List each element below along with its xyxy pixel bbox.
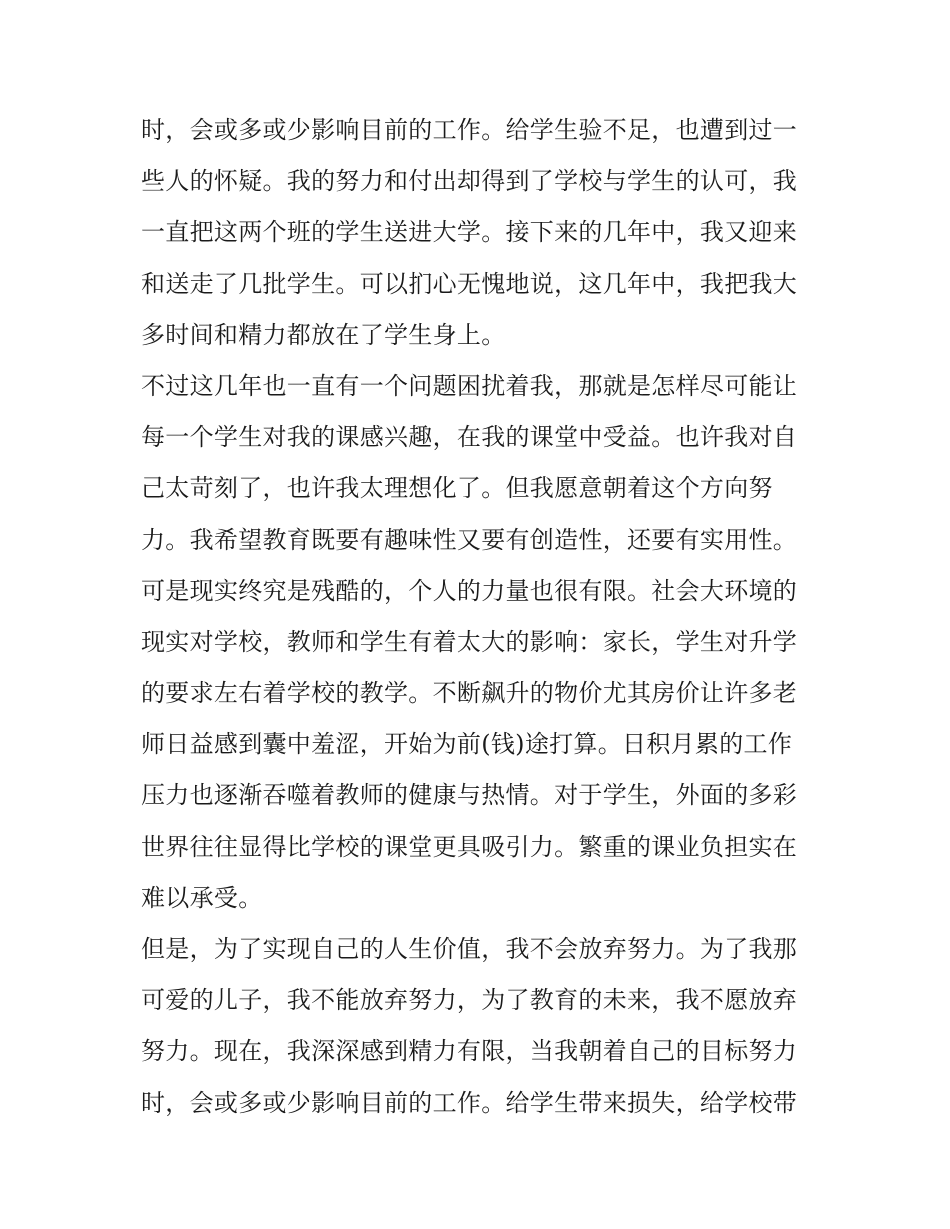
text-line: 现实对学校，教师和学生有着太大的影响：家长，学生对升学: [141, 627, 798, 656]
text-line: 压力也逐渐吞噬着教师的健康与热情。对于学生，外面的多彩: [141, 781, 798, 810]
text-line: 但是，为了实现自己的人生价值，我不会放弃努力。为了我那: [141, 935, 798, 963]
text-line: 努力。现在，我深深感到精力有限，当我朝着自己的目标努力: [141, 1037, 798, 1066]
text-line: 己太苛刻了，也许我太理想化了。但我愿意朝着这个方向努: [141, 474, 773, 503]
document-body: [141, 105, 821, 1129]
text-line: 世界往往显得比学校的课堂更具吸引力。繁重的课业负担实在: [141, 832, 798, 861]
text-line: 师日益感到囊中羞涩，开始为前(钱)途打算。日积月累的工作: [141, 730, 793, 759]
text-line: 和送走了几批学生。可以扪心无愧地说，这几年中，我把我大: [141, 269, 798, 298]
text-line: 可是现实终究是残酷的，个人的力量也很有限。社会大环境的: [141, 576, 798, 605]
text-line: 不过这几年也一直有一个问题困扰着我，那就是怎样尽可能让: [141, 371, 798, 400]
text-line: 多时间和精力都放在了学生身上。: [141, 320, 506, 349]
text-line: 力。我希望教育既要有趣味性又要有创造性，还要有实用性。: [141, 525, 798, 554]
text-line: 时，会或多或少影响目前的工作。给学生带来损失，给学校带: [141, 1088, 798, 1117]
text-line: 可爱的儿子，我不能放弃努力，为了教育的未来，我不愿放弃: [141, 986, 798, 1015]
text-line: 每一个学生对我的课感兴趣，在我的课堂中受益。也许我对自: [141, 423, 798, 452]
text-line: 些人的怀疑。我的努力和付出却得到了学校与学生的认可，我: [141, 167, 798, 196]
text-line: 时，会或多或少影响目前的工作。给学生验不足，也遭到过一: [141, 116, 798, 144]
text-line: 的要求左右着学校的教学。不断飙升的物价尤其房价让许多老: [141, 679, 798, 708]
text-line: 难以承受。: [141, 883, 263, 912]
text-line: 一直把这两个班的学生送进大学。接下来的几年中，我又迎来: [141, 218, 798, 247]
